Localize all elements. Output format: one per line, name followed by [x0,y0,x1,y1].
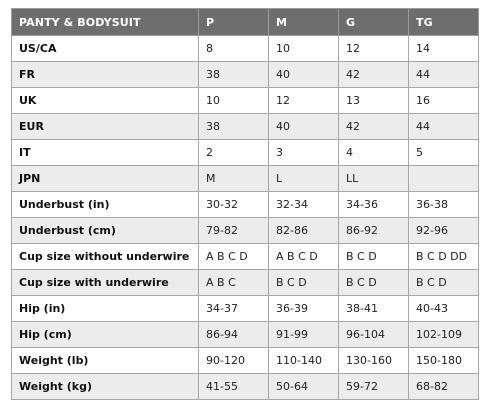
table-cell: B C D [339,270,409,296]
table-cell: 44 [409,62,479,88]
table-cell: 12 [339,36,409,62]
table-cell [409,166,479,192]
row-label: Cup size without underwire [12,244,199,270]
table-cell: 92-96 [409,218,479,244]
table-cell: 30-32 [199,192,269,218]
table-cell: 16 [409,88,479,114]
table-cell: 59-72 [339,374,409,400]
table-cell: 150-180 [409,348,479,374]
table-cell: 44 [409,114,479,140]
row-label: Weight (lb) [12,348,199,374]
table-row [12,322,479,348]
table-cell: A B C D [199,244,269,270]
table-cell: 4 [339,140,409,166]
row-label: US/CA [12,36,199,62]
table-cell: 5 [409,140,479,166]
table-row [12,114,479,140]
table-cell: 110-140 [269,348,339,374]
table-cell: 42 [339,114,409,140]
table-cell: 14 [409,36,479,62]
table-row [12,36,479,62]
table-cell: 8 [199,36,269,62]
table-row [12,140,479,166]
table-cell: 86-92 [339,218,409,244]
table-cell: 42 [339,62,409,88]
table-cell: 34-36 [339,192,409,218]
table-cell: 10 [199,88,269,114]
table-row [12,348,479,374]
table-cell: 102-109 [409,322,479,348]
row-label: Underbust (in) [12,192,199,218]
table-cell: 82-86 [269,218,339,244]
row-label: Cup size with underwire [12,270,199,296]
table-cell: LL [339,166,409,192]
table-cell: 90-120 [199,348,269,374]
header-row [12,9,479,36]
header-size-g: G [339,9,409,36]
table-cell: 36-39 [269,296,339,322]
row-label: Hip (in) [12,296,199,322]
table-cell: 38 [199,114,269,140]
table-cell: 40-43 [409,296,479,322]
table-cell: 32-34 [269,192,339,218]
table-cell: B C D DD [409,244,479,270]
table-row [12,192,479,218]
table-cell: 40 [269,114,339,140]
table-row [12,62,479,88]
table-cell: 34-37 [199,296,269,322]
table-cell: B C D [339,244,409,270]
table-row [12,270,479,296]
table-cell: 68-82 [409,374,479,400]
table-cell: B C D [409,270,479,296]
row-label: FR [12,62,199,88]
row-label: JPN [12,166,199,192]
table-cell: A B C D [269,244,339,270]
table-row [12,244,479,270]
row-label: EUR [12,114,199,140]
table-cell: 2 [199,140,269,166]
table-cell: 86-94 [199,322,269,348]
table-cell: 96-104 [339,322,409,348]
table-cell: 13 [339,88,409,114]
table-row [12,166,479,192]
table-cell: 10 [269,36,339,62]
table-cell: M [199,166,269,192]
table-cell: A B C [199,270,269,296]
table-cell: 91-99 [269,322,339,348]
header-category: PANTY & BODYSUIT [12,9,199,36]
table-cell: 50-64 [269,374,339,400]
table-row [12,374,479,400]
table-cell: 38 [199,62,269,88]
header-size-m: M [269,9,339,36]
table-row [12,218,479,244]
table-cell: 40 [269,62,339,88]
table-cell: 130-160 [339,348,409,374]
table-row [12,296,479,322]
table-cell: 12 [269,88,339,114]
table-cell: 36-38 [409,192,479,218]
row-label: UK [12,88,199,114]
header-size-p: P [199,9,269,36]
row-label: Weight (kg) [12,374,199,400]
table-cell: 3 [269,140,339,166]
table-cell: B C D [269,270,339,296]
table-cell: 38-41 [339,296,409,322]
table-cell: L [269,166,339,192]
header-size-tg: TG [409,9,479,36]
table-row [12,88,479,114]
row-label: Hip (cm) [12,322,199,348]
row-label: IT [12,140,199,166]
row-label: Underbust (cm) [12,218,199,244]
size-chart-table [11,8,479,400]
table-cell: 79-82 [199,218,269,244]
table-cell: 41-55 [199,374,269,400]
